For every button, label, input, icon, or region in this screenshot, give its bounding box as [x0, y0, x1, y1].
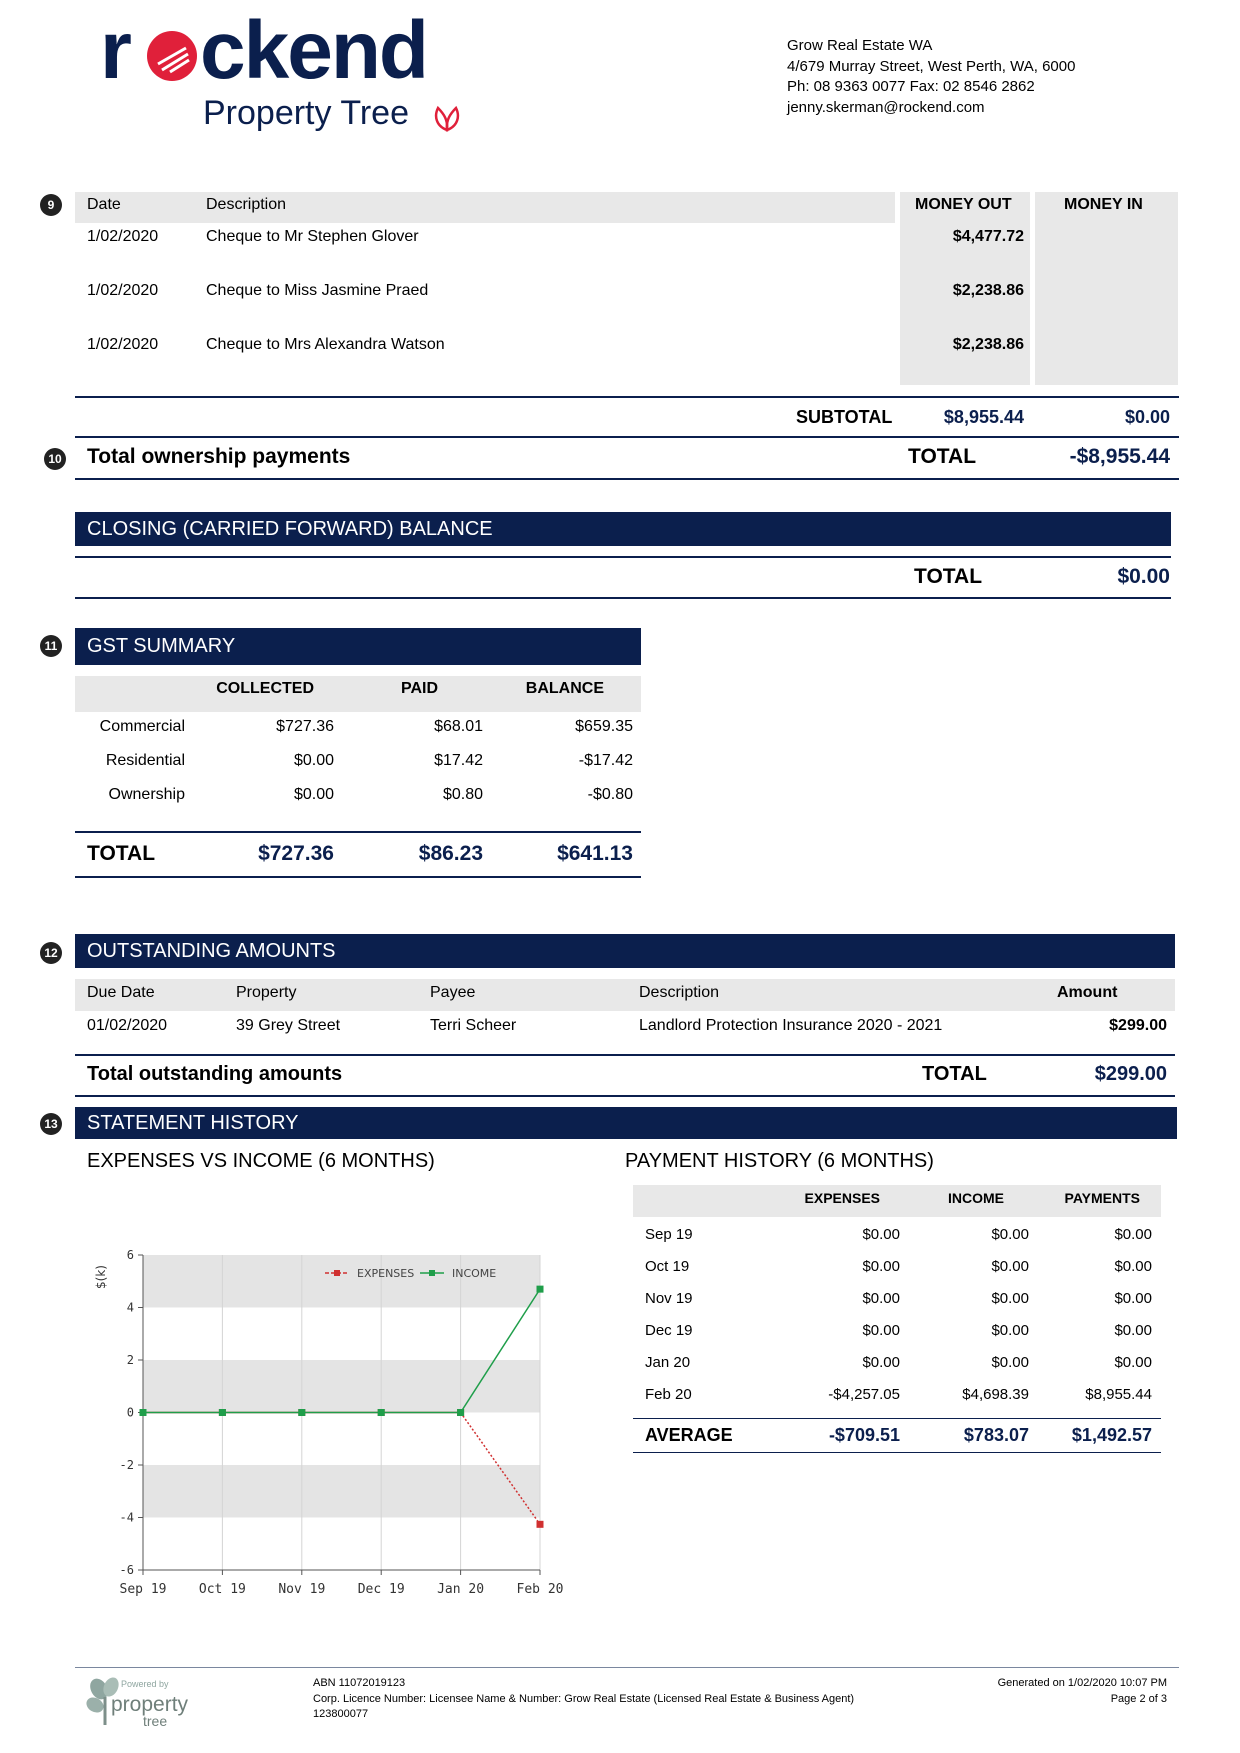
history-payments: $0.00	[1114, 1322, 1152, 1339]
svg-text:ckend: ckend	[200, 10, 427, 90]
series-point-income	[378, 1409, 385, 1416]
leaf-icon	[430, 104, 464, 134]
divider	[75, 478, 1179, 480]
gst-col-collected: COLLECTED	[216, 680, 314, 697]
total-ownership-title: Total ownership payments	[87, 445, 351, 468]
y-axis-label: $(k)	[94, 1265, 108, 1289]
agency-email[interactable]: jenny.skerman@rockend.com	[787, 98, 985, 116]
divider	[75, 1054, 1175, 1056]
gst-total-balance: $641.13	[557, 842, 633, 865]
powered-by: Powered by	[121, 1679, 169, 1689]
gst-row-collected: $727.36	[276, 718, 334, 735]
out-due: 01/02/2020	[87, 1017, 168, 1034]
money-in-column	[1035, 192, 1178, 385]
divider	[75, 436, 1179, 438]
history-col-payments: PAYMENTS	[1064, 1190, 1140, 1206]
grid-band	[143, 1255, 540, 1308]
outstanding-total-label: TOTAL	[922, 1063, 987, 1085]
history-payments: $0.00	[1114, 1226, 1152, 1243]
licence-number: 123800077	[313, 1708, 369, 1720]
closing-balance-title: CLOSING (CARRIED FORWARD) BALANCE	[75, 512, 1171, 546]
statement-history-title: STATEMENT HISTORY	[75, 1107, 1177, 1139]
closing-total-value: $0.00	[1117, 565, 1170, 588]
payment-description: Cheque to Miss Jasmine Praed	[206, 282, 429, 299]
gst-row-label: Ownership	[108, 786, 185, 803]
svg-text:r: r	[100, 10, 130, 90]
expenses-income-chart	[85, 1195, 575, 1615]
payment-date: 1/02/2020	[87, 228, 159, 245]
gst-col-paid: PAID	[400, 680, 438, 697]
y-tick-label: 0	[126, 1405, 134, 1420]
history-month: Nov 19	[645, 1290, 693, 1307]
history-income: $0.00	[991, 1354, 1029, 1371]
history-income: $0.00	[991, 1290, 1029, 1307]
series-point-income	[457, 1409, 464, 1416]
average-payments: $1,492.57	[1071, 1425, 1152, 1445]
gst-row-paid: $0.80	[442, 786, 483, 803]
property-tree-logo	[85, 1675, 195, 1735]
history-month: Oct 19	[645, 1258, 690, 1275]
agency-details	[787, 36, 1075, 118]
divider	[75, 876, 641, 878]
abn: ABN 11072019123	[313, 1677, 406, 1689]
history-income: $0.00	[991, 1226, 1029, 1243]
history-payments: $0.00	[1114, 1258, 1152, 1275]
pt-word2: tree	[143, 1713, 168, 1729]
agency-address: 4/679 Murray Street, West Perth, WA, 6000	[787, 57, 1076, 75]
x-tick-label: Oct 19	[198, 1582, 246, 1597]
series-point-expenses	[537, 1521, 544, 1528]
col-amount: Amount	[1057, 984, 1118, 1001]
history-income: $0.00	[991, 1258, 1029, 1275]
closing-total-label: TOTAL	[914, 565, 983, 588]
gst-row-collected: $0.00	[293, 786, 334, 803]
out-amount: $299.00	[1109, 1017, 1167, 1034]
y-tick-label: -6	[119, 1563, 134, 1577]
out-description: Landlord Protection Insurance 2020 - 2021	[639, 1017, 943, 1034]
section-marker-9: 9	[40, 194, 62, 216]
generated-on: Generated on 1/02/2020 10:07 PM	[997, 1677, 1167, 1689]
y-tick-label: 2	[126, 1353, 134, 1367]
history-expenses: $0.00	[862, 1322, 900, 1339]
gst-row-paid: $68.01	[434, 718, 483, 735]
payment-description: Cheque to Mr Stephen Glover	[206, 228, 419, 245]
subtotal-in: $0.00	[1124, 407, 1170, 427]
payment-date: 1/02/2020	[87, 282, 159, 299]
logo-subtitle	[203, 94, 409, 133]
total-ownership-value: -$8,955.44	[1069, 445, 1170, 468]
gst-row-paid: $17.42	[434, 752, 483, 769]
out-payee: Terri Scheer	[430, 1017, 517, 1034]
x-tick-label: Feb 20	[516, 1582, 564, 1597]
gst-row-balance: -$17.42	[578, 752, 633, 769]
x-tick-label: Nov 19	[278, 1582, 326, 1597]
divider	[75, 396, 1179, 398]
legend-marker	[429, 1270, 435, 1276]
divider	[633, 1418, 1161, 1419]
outstanding-title: OUTSTANDING AMOUNTS	[75, 934, 1175, 968]
grid-band	[143, 1465, 540, 1518]
average-expenses: -$709.51	[828, 1425, 900, 1445]
legend-marker	[334, 1270, 340, 1276]
col-due-date: Due Date	[87, 984, 155, 1001]
history-expenses: $0.00	[862, 1290, 900, 1307]
out-property: 39 Grey Street	[236, 1017, 341, 1034]
history-month: Dec 19	[645, 1322, 693, 1339]
col-date: Date	[87, 196, 121, 213]
col-description: Description	[206, 196, 287, 213]
history-col-expenses: EXPENSES	[804, 1190, 880, 1206]
history-col-income: INCOME	[948, 1190, 1004, 1206]
history-payments: $8,955.44	[1085, 1386, 1152, 1403]
gst-row-label: Commercial	[99, 718, 185, 735]
footer-divider	[75, 1667, 1179, 1668]
outstanding-total-value: $299.00	[1094, 1063, 1167, 1085]
history-month: Feb 20	[645, 1386, 692, 1403]
history-payments: $0.00	[1114, 1354, 1152, 1371]
x-tick-label: Dec 19	[357, 1582, 405, 1597]
payment-out: $2,238.86	[952, 282, 1024, 299]
divider	[633, 1452, 1161, 1453]
payments-header-bg	[75, 192, 895, 223]
rockend-wordmark	[100, 10, 480, 90]
section-marker-12: 12	[40, 942, 62, 964]
section-marker-11: 11	[40, 635, 62, 657]
history-expenses: $0.00	[862, 1354, 900, 1371]
average-label: AVERAGE	[645, 1425, 733, 1445]
divider	[75, 556, 1171, 558]
chart-title: EXPENSES VS INCOME (6 MONTHS)	[87, 1150, 435, 1172]
history-expenses: $0.00	[862, 1226, 900, 1243]
col-property: Property	[236, 984, 297, 1001]
col-payee: Payee	[430, 984, 476, 1001]
gst-total-collected: $727.36	[258, 842, 334, 865]
agency-phone: Ph: 08 9363 0077 Fax: 02 8546 2862	[787, 78, 1035, 95]
payment-out: $4,477.72	[952, 228, 1024, 245]
rockend-logo	[100, 10, 480, 150]
section-marker-13: 13	[40, 1113, 62, 1135]
subtotal-out: $8,955.44	[943, 407, 1024, 427]
series-point-income	[537, 1286, 544, 1293]
gst-total-label: TOTAL	[87, 842, 156, 865]
payment-history-title: PAYMENT HISTORY (6 MONTHS)	[625, 1150, 934, 1172]
gst-row-balance: -$0.80	[587, 786, 633, 803]
average-income: $783.07	[963, 1425, 1029, 1445]
history-payments: $0.00	[1114, 1290, 1152, 1307]
gst-summary-title: GST SUMMARY	[75, 628, 641, 665]
col-money-out: MONEY OUT	[915, 196, 1012, 213]
gst-row-label: Residential	[105, 752, 185, 769]
col-out-description: Description	[639, 984, 720, 1001]
section-marker-10: 10	[44, 448, 66, 470]
series-point-income	[140, 1409, 147, 1416]
logo-sub-text: Property Tree	[203, 94, 409, 132]
page-number: Page 2 of 3	[1110, 1692, 1167, 1705]
legend-label: INCOME	[452, 1267, 497, 1280]
y-tick-label: -2	[119, 1458, 134, 1472]
gst-col-balance: BALANCE	[525, 680, 604, 697]
col-money-in: MONEY IN	[1064, 196, 1143, 213]
history-expenses: $0.00	[862, 1258, 900, 1275]
divider	[75, 597, 1171, 599]
agency-name: Grow Real Estate WA	[787, 37, 933, 54]
y-tick-label: -4	[119, 1510, 134, 1525]
history-month: Sep 19	[645, 1226, 693, 1243]
y-tick-label: 6	[126, 1248, 134, 1262]
x-tick-label: Jan 20	[437, 1582, 485, 1597]
series-point-income	[219, 1409, 226, 1416]
payment-out: $2,238.86	[952, 336, 1024, 353]
divider	[75, 831, 641, 833]
outstanding-total-title: Total outstanding amounts	[87, 1063, 343, 1085]
gst-row-collected: $0.00	[293, 752, 334, 769]
payment-description: Cheque to Mrs Alexandra Watson	[206, 336, 445, 353]
payment-date: 1/02/2020	[87, 336, 159, 353]
history-income: $0.00	[991, 1322, 1029, 1339]
gst-total-paid: $86.23	[418, 842, 483, 865]
total-ownership-label: TOTAL	[908, 445, 977, 468]
x-tick-label: Sep 19	[119, 1582, 167, 1597]
subtotal-label: SUBTOTAL	[796, 407, 893, 427]
gst-row-balance: $659.35	[575, 718, 633, 735]
history-expenses: -$4,257.05	[828, 1386, 900, 1403]
divider	[75, 1095, 1175, 1097]
y-tick-label: 4	[126, 1300, 134, 1315]
legend-label: EXPENSES	[357, 1267, 415, 1280]
pt-word: property	[111, 1693, 189, 1716]
footer-legal	[313, 1676, 854, 1723]
history-income: $4,698.39	[962, 1386, 1029, 1403]
grid-band	[143, 1360, 540, 1413]
footer-generated	[900, 1676, 1167, 1707]
licence: Corp. Licence Number: Licensee Name & Number: Grow Real Estate (Licensed Real Estate & Business Agent)	[313, 1692, 855, 1705]
series-point-income	[298, 1409, 305, 1416]
history-month: Jan 20	[645, 1354, 691, 1371]
